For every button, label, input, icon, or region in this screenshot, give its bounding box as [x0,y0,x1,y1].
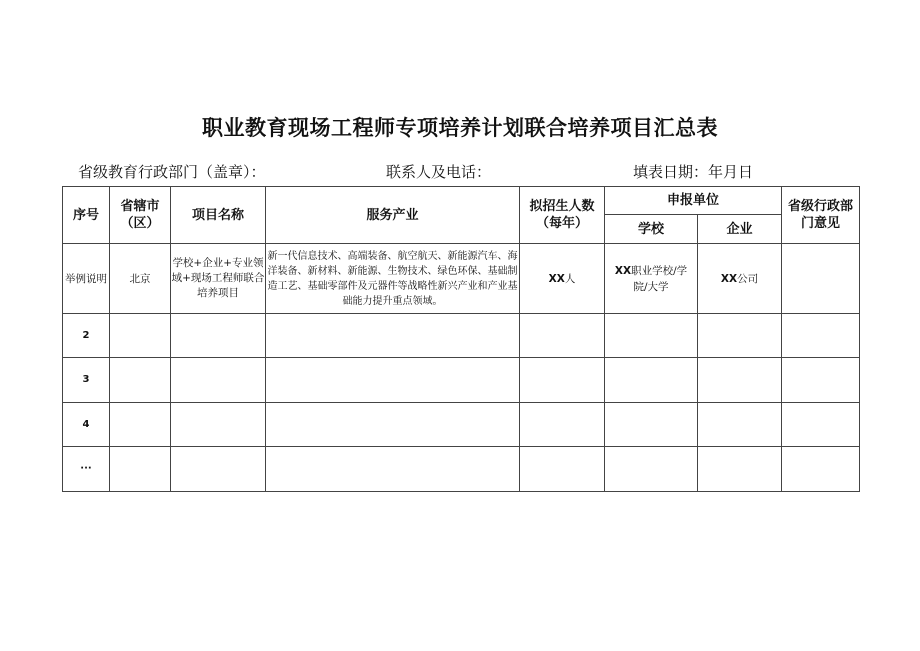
table-row-example [63,244,860,314]
enterprise-xx: XX [720,272,738,285]
example-industry: 新一代信息技术、高端装备、航空航天、新能源汽车、海洋装备、新材料、新能源、生物技术、绿色环保、基础制造工艺、基础零部件及元器件等战略性新兴产业和产业基础能力提升重点领域。 [266,244,520,314]
cell [110,403,171,447]
date-label: 填表日期：年月日 [633,163,754,181]
cell [782,358,860,403]
cell [520,403,605,447]
cell [605,358,698,403]
cell [698,314,782,358]
cell [698,403,782,447]
table-row [63,314,860,358]
cell [782,403,860,447]
school-text: 职业学校/学院/大学 [631,264,688,293]
example-project: 学校+企业+专业领域+现场工程师联合培养项目 [171,244,266,314]
cell [171,314,266,358]
cell [605,314,698,358]
page-title: 职业教育现场工程师专项培养计划联合培养项目汇总表 [202,116,718,140]
cell [110,314,171,358]
cell [110,447,171,492]
enroll-xx: XX [548,272,565,285]
header-opinion: 省级行政部门意见 [782,187,860,244]
cell [605,403,698,447]
row-seq: 4 [63,403,110,447]
cell [110,358,171,403]
table-row [63,447,860,492]
header-city: 省辖市（区） [110,187,171,244]
cell [266,447,520,492]
cell [171,403,266,447]
cell [520,447,605,492]
summary-table [62,186,860,492]
dept-label: 省级教育行政部门（盖章）： [78,163,266,181]
header-enterprise: 企业 [698,215,782,244]
cell [266,403,520,447]
cell [171,447,266,492]
example-seq: 举例说明 [63,244,110,314]
cell [782,447,860,492]
contact-label: 联系人及电话： [386,163,492,181]
example-city: 北京 [110,244,171,314]
example-opinion [782,244,860,314]
cell [266,358,520,403]
header-unit: 申报单位 [605,187,782,215]
enroll-unit: 人 [564,272,576,285]
cell [782,314,860,358]
table-row [63,358,860,403]
row-seq: 3 [63,358,110,403]
cell [698,358,782,403]
header-enroll: 拟招生人数（每年） [520,187,605,244]
cell [171,358,266,403]
table-row [63,403,860,447]
example-school [605,244,698,314]
example-enterprise [698,244,782,314]
row-seq: ··· [63,447,110,492]
example-enroll [520,244,605,314]
header-project: 项目名称 [171,187,266,244]
school-xx: XX [614,264,632,277]
header-industry: 服务产业 [266,187,520,244]
cell [520,358,605,403]
cell [266,314,520,358]
row-seq: 2 [63,314,110,358]
cell [520,314,605,358]
cell [698,447,782,492]
header-seq: 序号 [63,187,110,244]
enterprise-text: 公司 [737,272,759,285]
cell [605,447,698,492]
header-school: 学校 [605,215,698,244]
